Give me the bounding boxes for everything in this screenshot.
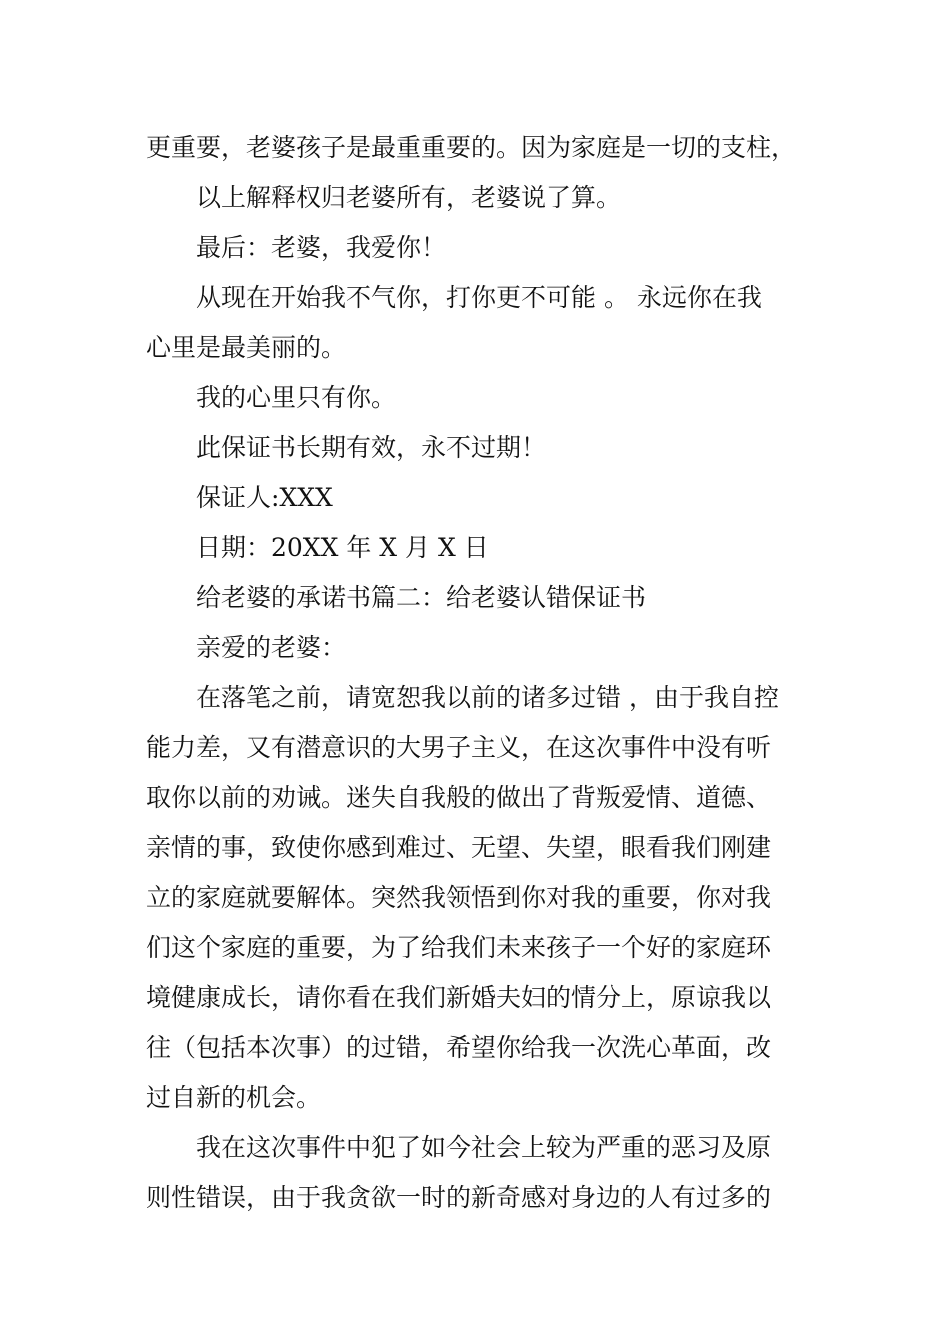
text-line: 则性错误，由于我贪欲一时的新奇感对身边的人有过多的 <box>146 1183 772 1212</box>
text-line: 能力差，又有潜意识的大男子主义，在这次事件中没有听 <box>146 733 772 762</box>
text-line: 我在这次事件中犯了如今社会上较为严重的恶习及原 <box>196 1133 772 1162</box>
text-line: 立的家庭就要解体。突然我领悟到你对我的重要，你对我 <box>146 883 772 912</box>
text-line: 亲情的事，致使你感到难过、无望、失望，眼看我们刚建 <box>146 833 772 862</box>
text-line: 往（包括本次事）的过错，希望你给我一次洗心革面，改 <box>146 1033 772 1062</box>
section-heading: 给老婆的承诺书篇二：给老婆认错保证书 <box>196 583 647 612</box>
text-line: 以上解释权归老婆所有，老婆说了算。 <box>196 183 622 212</box>
text-line: 日期：20XX 年 X 月 X 日 <box>196 533 489 562</box>
text-line: 过自新的机会。 <box>146 1083 322 1112</box>
text-line: 心里是最美丽的。 <box>146 333 347 362</box>
text-line: 更重要，老婆孩子是最重重要的。因为家庭是一切的支柱， <box>146 133 797 162</box>
text-line: 此保证书长期有效，永不过期！ <box>196 433 547 462</box>
text-line: 最后：老婆，我爱你！ <box>196 233 447 262</box>
text-line: 在落笔之前，请宽恕我以前的诸多过错 ，由于我自控 <box>196 683 779 712</box>
text-line: 我的心里只有你。 <box>196 383 397 412</box>
text-line: 境健康成长，请你看在我们新婚夫妇的情分上，原谅我以 <box>146 983 772 1012</box>
text-line: 从现在开始我不气你，打你更不可能 。 永远你在我 <box>196 283 762 312</box>
salutation: 亲爱的老婆： <box>196 633 347 662</box>
text-line: 保证人:XXX <box>196 483 333 512</box>
text-line: 们这个家庭的重要，为了给我们未来孩子一个好的家庭环 <box>146 933 772 962</box>
text-line: 取你以前的劝诫。迷失自我般的做出了背叛爱情、道德、 <box>146 783 772 812</box>
